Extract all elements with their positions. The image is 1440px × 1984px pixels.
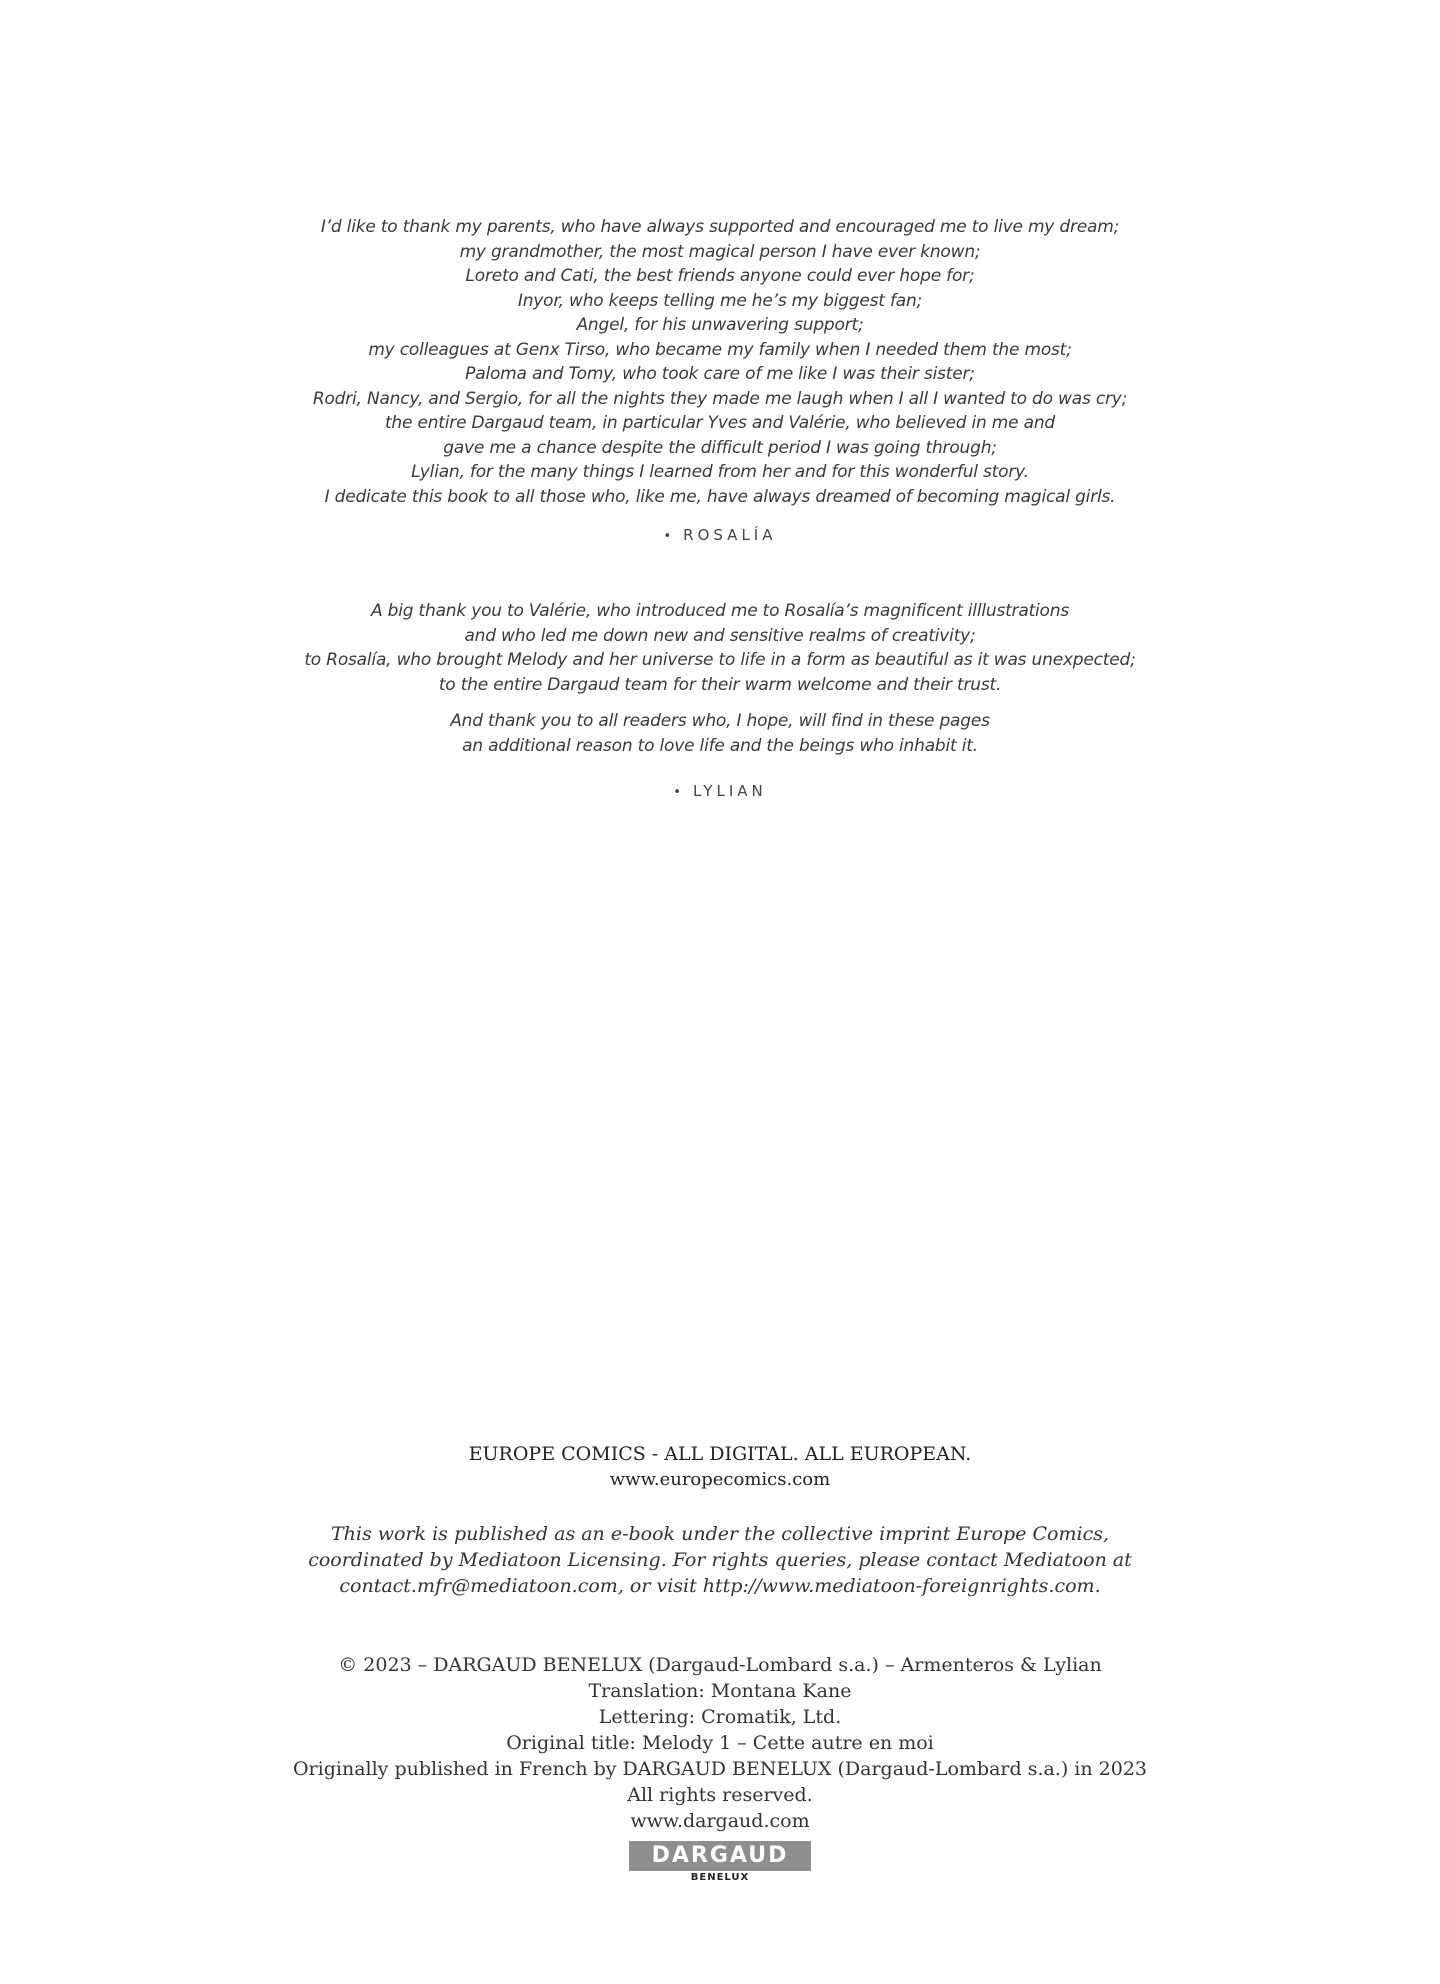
ack-line: to Rosalía, who brought Melody and her universe to life in a form as beautiful as it was unexpected;	[304, 650, 1136, 670]
imprint-line: contact.mfr@mediatoon.com, or visit http://www.mediatoon-foreignrights.com.	[339, 1575, 1101, 1597]
ack-line: gave me a chance despite the difficult period I was going through;	[443, 437, 997, 458]
imprint-line: This work is published as an e-book under the collective imprint Europe Comics,	[330, 1523, 1110, 1545]
original-title: Original title: Melody 1 – Cette autre en moi	[506, 1732, 934, 1754]
signature-bullet: •	[663, 529, 672, 544]
logo-wordmark: DARGAUD	[629, 1841, 811, 1871]
publisher-slogan-block	[0, 1441, 1440, 1493]
ack-line: an additional reason to love life and the beings who inhabit it.	[462, 735, 978, 756]
lylian-acknowledgments	[0, 599, 1440, 758]
copyright-line: © 2023 – DARGAUD BENELUX (Dargaud-Lombard s.a.) – Armenteros & Lylian	[338, 1654, 1102, 1676]
imprint-notice	[0, 1521, 1440, 1599]
ack-line: I dedicate this book to all those who, like me, have always dreamed of becoming magical girls.	[324, 486, 1116, 507]
ack-line: my colleagues at Genx Tirso, who became my family when I needed them the most;	[368, 339, 1072, 360]
publisher-slogan: EUROPE COMICS - ALL DIGITAL. ALL EUROPEAN.	[468, 1443, 972, 1465]
lylian-signature	[0, 782, 1440, 800]
ack-line: the entire Dargaud team, in particular Yves and Valérie, who believed in me and	[384, 413, 1056, 433]
ack-line: Paloma and Tomy, who took care of me like I was their sister;	[465, 364, 975, 384]
ack-line: Inyor, who keeps telling me he’s my biggest fan;	[517, 290, 923, 311]
publisher-website: www.europecomics.com	[609, 1469, 831, 1490]
rosalia-acknowledgments	[0, 215, 1440, 509]
ack-line: Rodri, Nancy, and Sergio, for all the nights they made me laugh when I all I wanted to do was cry;	[312, 388, 1128, 409]
signature-bullet: •	[673, 785, 681, 800]
dargaud-website: www.dargaud.com	[630, 1810, 810, 1832]
signature-name: ROSALÍA	[683, 526, 777, 544]
ack-line: Lylian, for the many things I learned from her and for this wonderful story.	[411, 462, 1029, 482]
rosalia-signature	[0, 526, 1440, 544]
translation-credit: Translation: Montana Kane	[588, 1680, 852, 1702]
ack-line: Angel, for his unwavering support;	[576, 315, 864, 335]
imprint-line: coordinated by Mediatoon Licensing. For rights queries, please contact Mediatoon at	[308, 1549, 1132, 1571]
rights-reserved: All rights reserved.	[627, 1784, 813, 1806]
copyright-block	[0, 1652, 1440, 1834]
signature-name: LYLIAN	[692, 782, 767, 800]
ack-line: I’d like to thank my parents, who have always supported and encouraged me to live my dream;	[320, 217, 1120, 237]
lettering-credit: Lettering: Cromatik, Ltd.	[598, 1706, 842, 1728]
original-publication: Originally published in French by DARGAUD BENELUX (Dargaud-Lombard s.a.) in 2023	[292, 1758, 1148, 1780]
ack-line: Loreto and Cati, the best friends anyone could ever hope for;	[465, 266, 975, 286]
logo-subtitle: BENELUX	[690, 1872, 750, 1883]
ack-line: and who led me down new and sensitive realms of creativity;	[464, 625, 976, 646]
ack-line: my grandmother, the most magical person I have ever known;	[459, 241, 981, 262]
ack-line: A big thank you to Valérie, who introduced me to Rosalía’s magnificent illlustrations	[370, 601, 1069, 621]
ack-line: And thank you to all readers who, I hope, will find in these pages	[450, 711, 990, 731]
dargaud-benelux-logo	[629, 1841, 811, 1883]
ack-line: to the entire Dargaud team for their warm welcome and their trust.	[438, 674, 1002, 695]
